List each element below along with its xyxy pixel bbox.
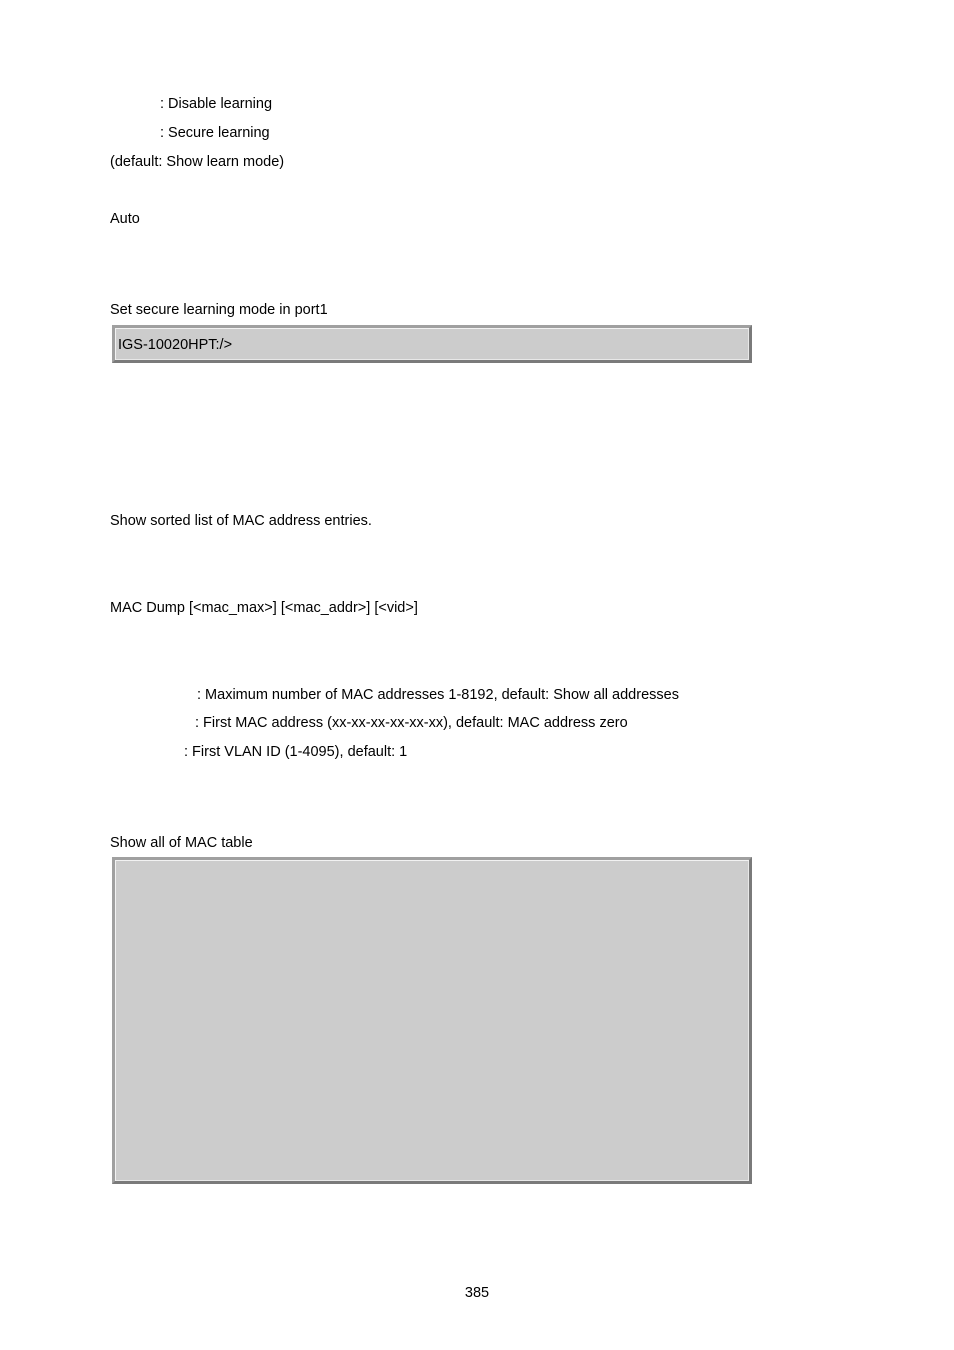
param-vid: : First VLAN ID (1-4095), default: 1 — [184, 744, 408, 760]
example1-command-box — [112, 325, 752, 363]
example1-description: Set secure learning mode in port1 — [110, 302, 328, 318]
example2-command-box — [112, 857, 752, 1184]
learn-secure-option: : Secure learning — [160, 125, 270, 141]
param-mac-addr: : First MAC address (xx-xx-xx-xx-xx-xx), default: MAC address zero — [195, 715, 628, 731]
learn-default-note: (default: Show learn mode) — [110, 154, 285, 170]
mac-dump-syntax: MAC Dump [<mac_max>] [<mac_addr>] [<vid>] — [110, 600, 418, 616]
example1-command-text: IGS-10020HPT:/> — [118, 337, 233, 353]
learn-disable-option: : Disable learning — [160, 96, 273, 112]
example2-description: Show all of MAC table — [110, 835, 253, 851]
mac-dump-description: Show sorted list of MAC address entries. — [110, 513, 372, 529]
param-mac-max: : Maximum number of MAC addresses 1-8192, default: Show all addresses — [197, 687, 679, 703]
default-value: Auto — [110, 211, 140, 227]
page-number: 385 — [464, 1285, 490, 1301]
